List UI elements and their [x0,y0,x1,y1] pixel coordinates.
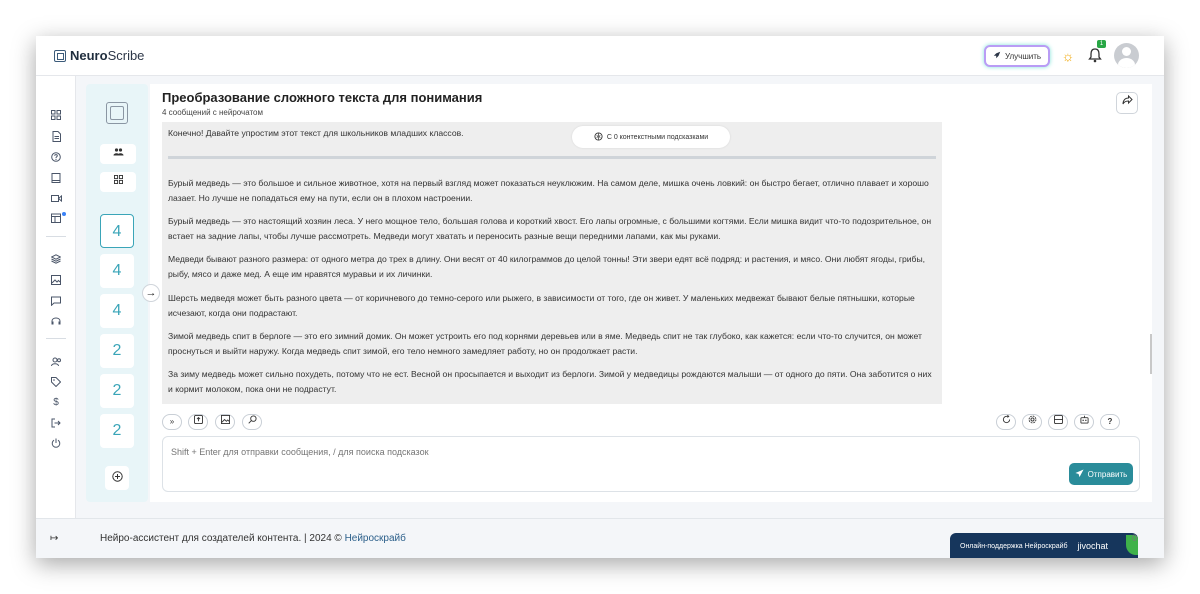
footer [36,518,1164,558]
layers-icon[interactable] [50,254,62,266]
app-window [36,36,1164,558]
brand-suffix: Scribe [107,48,145,63]
expand-chevron-icon[interactable]: » [162,414,182,430]
collapse-arrow-icon[interactable]: → [142,284,160,302]
upload-file-icon[interactable] [188,414,208,430]
bell-icon[interactable] [1088,48,1104,64]
footer-copyright: Нейро-ассистент для создателей контента. | 2024 © [100,533,345,544]
message-input[interactable] [171,447,771,457]
power-icon[interactable] [50,438,62,450]
grid-view-icon[interactable] [100,172,136,192]
logo-icon [54,50,66,62]
dollar-icon[interactable]: $ [53,397,59,408]
chat-subtitle: 4 сообщений с нейрочатом [162,108,264,117]
message-paragraph-6: За зиму медведь может сильно похудеть, потому что не ест. Весной он просыпается и выходит из берлоги. Зимой у медведицы рождаются малыши — от одного до пяти. Она заботится о них и кормит молоком, пока они не подрастут. [168,369,932,394]
upgrade-label: Улучшить [1004,51,1042,61]
layout-icon[interactable] [1048,414,1068,430]
footer-link[interactable]: Нейроскрайб [344,533,406,544]
sidebar-rail [36,76,76,518]
search-prompts-icon[interactable] [242,414,262,430]
users-icon[interactable] [50,357,62,369]
scrollbar[interactable] [1150,334,1152,374]
grid-icon[interactable] [50,110,62,122]
send-button[interactable] [1069,463,1133,485]
footer-text [100,533,406,544]
brand-logo[interactable] [54,48,144,63]
expand-sidebar-icon[interactable]: ↦ [50,533,59,544]
assistant-intro: Конечно! Давайте упростим этот текст для школьников младших классов. [168,128,464,138]
logout-icon[interactable] [50,418,62,430]
brain-icon [594,132,603,143]
share-button[interactable] [1116,92,1138,114]
chat-app-logo-icon [106,102,128,124]
upgrade-button[interactable] [984,45,1050,67]
jivochat-logo: jivochat [1077,541,1109,551]
rail-divider-2 [46,338,66,339]
context-hints-label: С 0 контекстными подсказками [606,133,709,141]
input-toolbar [162,414,1142,432]
support-chat-widget[interactable] [950,533,1138,558]
message-paragraph-3: Медведи бывают разного размера: от одного метра до трех в длину. Они весят от 40 килограммов до целой тонны! Эти звери едят всё подряд: и растения, и мясо. Они любят ягоды, грибы, рыбу, мясо и даже мед. А еще им нравятся муравьи и их личинки. [168,254,926,279]
send-plane-icon [1075,469,1084,480]
theme-toggle-sun-icon[interactable]: ☼ [1061,48,1075,64]
image-icon[interactable] [50,275,62,287]
send-label: Отправить [1087,469,1128,479]
robot-icon[interactable] [1074,414,1094,430]
footer-trailing-text: 0 [1132,533,1138,543]
book-icon[interactable] [50,173,62,185]
message-area [162,122,942,404]
message-divider [168,156,936,159]
message-paragraph-1: Бурый медведь — это большое и сильное животное, хотя на первый взгляд может показаться неуклюжим. На самом деле, мишка очень ловкий: он быстро бегает, отлично плавает и хорошо лазает. Но лучше не попадаться ему на пути, если он в плохом настроении. [168,178,929,203]
video-icon[interactable] [50,194,62,206]
rocket-icon [993,51,1001,61]
chat-icon[interactable] [50,296,62,308]
top-header [36,36,1164,76]
help-button[interactable]: ? [1100,414,1120,430]
brand-prefix: Neuro [70,48,108,63]
calendar-icon[interactable] [50,213,62,225]
chat-panel [150,84,1152,502]
context-hints-pill[interactable] [572,126,730,148]
chat-item-5[interactable]: 2 [100,374,134,408]
chat-item-3[interactable]: 4 [100,294,134,328]
chat-item-2[interactable]: 4 [100,254,134,288]
headset-icon[interactable] [50,316,62,328]
notification-badge: 1 [1097,40,1106,48]
new-indicator-dot [62,212,66,216]
group-users-icon[interactable] [100,144,136,164]
chat-item-1[interactable]: 4 [100,214,134,248]
settings-icon[interactable] [1022,414,1042,430]
rail-divider [46,236,66,237]
tag-icon[interactable] [50,377,62,389]
document-icon[interactable] [50,131,62,143]
message-input-box[interactable] [162,436,1140,492]
message-paragraph-2: Бурый медведь — это настоящий хозяин леса. У него мощное тело, большая голова и короткий хвост. Его лапы огромные, с большими когтями. Если мишка видит что-то подозрительное, он встает на задние лапы, чтобы лучше рассмотреть. Медведи могут хватать и переносить разные вещи передними лапами, как мы руками. [168,216,932,241]
chat-item-6[interactable]: 2 [100,414,134,448]
add-chat-button[interactable] [105,466,129,490]
reset-icon[interactable] [996,414,1016,430]
help-icon[interactable] [50,152,62,164]
message-paragraph-5: Зимой медведь спит в берлоге — это его зимний домик. Он может устроить его под корнями деревьев или в яме. Медведь спит не так глубоко, как кажется: если что-то случится, он может проснуться и выйти наружу. Когда медведь спит зимой, его тело немного замедляет работу, но он продолжает расти. [168,331,922,356]
chat-item-4[interactable]: 2 [100,334,134,368]
support-label: Онлайн-поддержка Нейроскрайб [960,542,1068,550]
avatar[interactable] [1114,43,1139,68]
chat-list-panel [86,84,148,502]
attach-image-icon[interactable] [215,414,235,430]
message-paragraph-4: Шерсть медведя может быть разного цвета — от коричневого до темно-серого или рыжего, в зависимости от того, где он живет. У маленьких медвежат бывают белые пятнышки, которые исчезают, когда они подрастают. [168,293,915,318]
chat-title: Преобразование сложного текста для понимания [162,90,483,105]
